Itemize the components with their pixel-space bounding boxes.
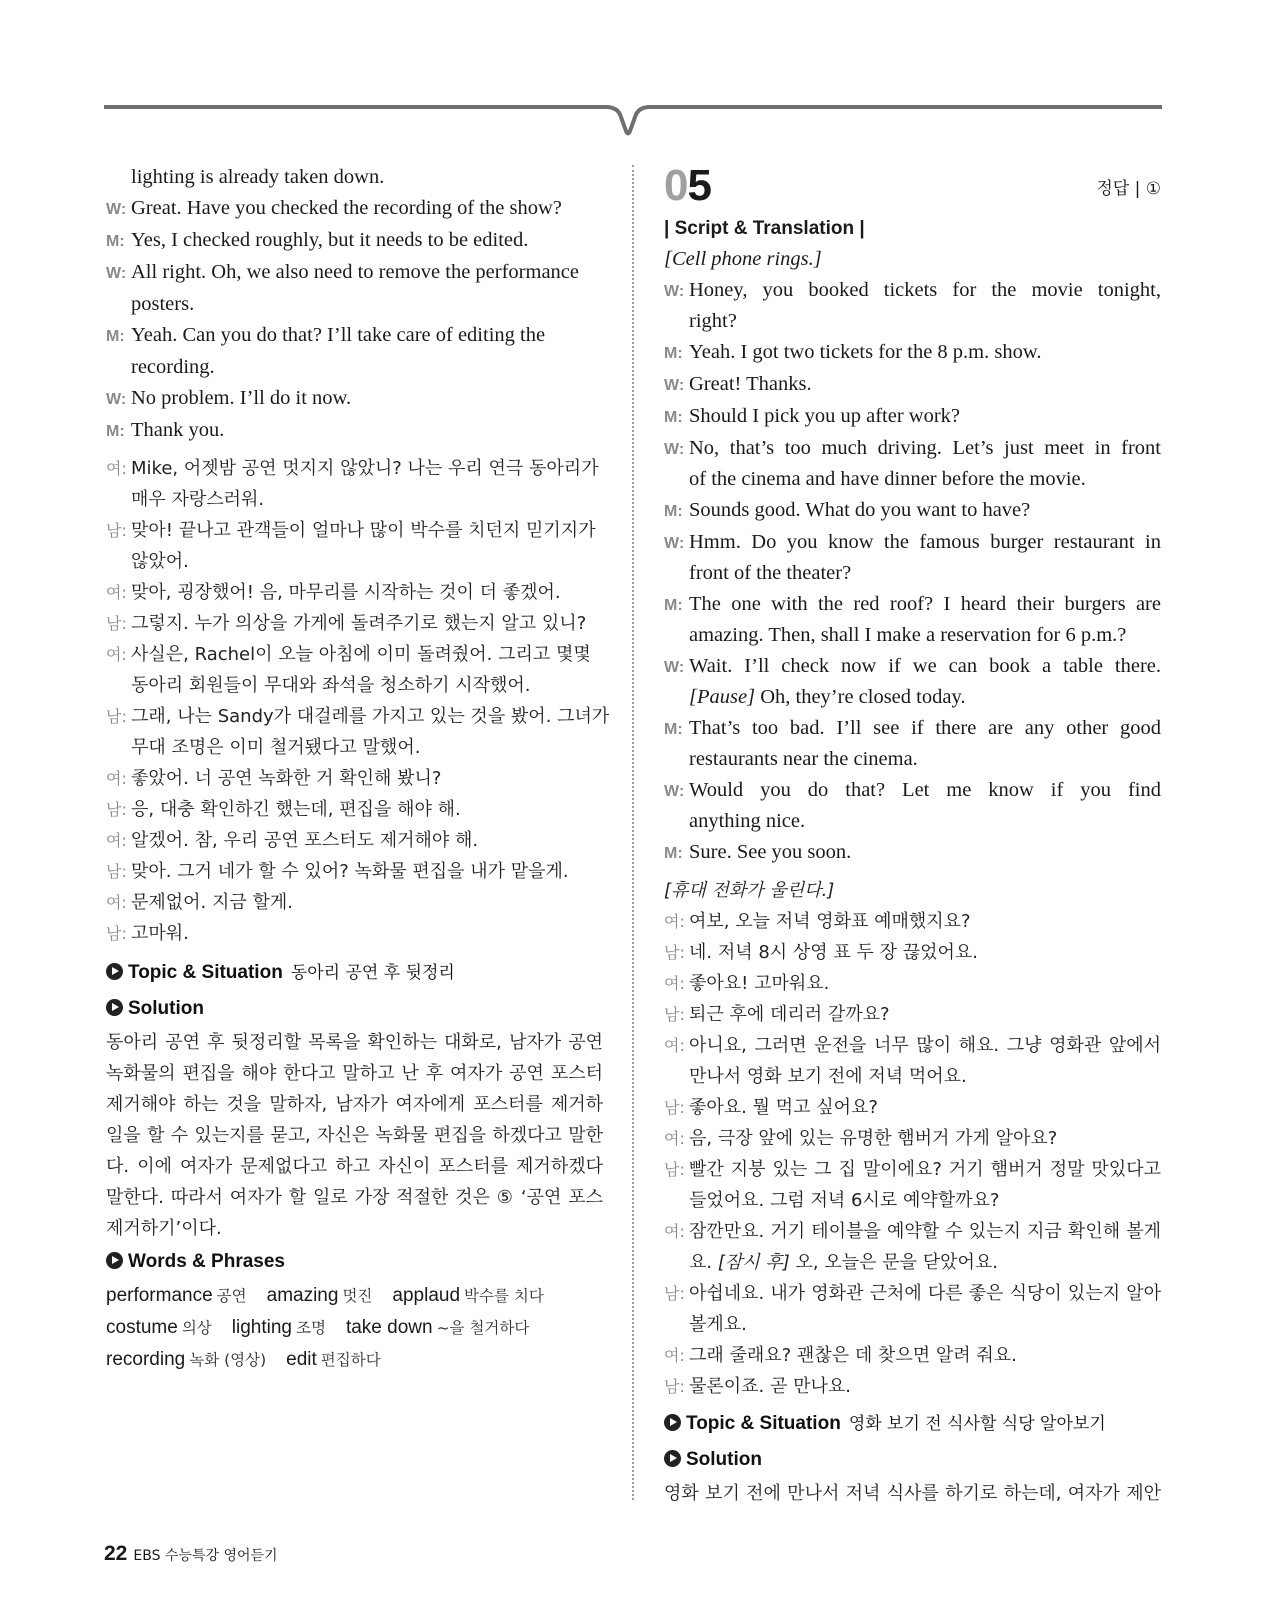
word-english: costume bbox=[106, 1317, 178, 1338]
left-column bbox=[106, 162, 610, 1376]
dialogue-text: Should I pick you up after work? bbox=[689, 405, 960, 427]
dialogue-text: 좋아요. 뭘 먹고 싶어요? bbox=[689, 1097, 878, 1118]
dialogue-line bbox=[664, 999, 1161, 1030]
dialogue-line bbox=[106, 352, 603, 383]
dialogue-line bbox=[106, 763, 603, 794]
word-korean: 편집하다 bbox=[320, 1351, 381, 1369]
word-english: amazing bbox=[266, 1285, 339, 1306]
dialogue-text: 문제없어. 지금 할게. bbox=[131, 892, 293, 913]
dialogue-line bbox=[106, 794, 603, 825]
solution-line: 제거해야 하는 것을 말하자, 남자가 여자에게 포스터를 제거하 bbox=[106, 1094, 603, 1115]
speaker-label: 여: bbox=[106, 893, 127, 912]
speaker-label: 여: bbox=[664, 1036, 685, 1055]
dialogue-text: 알겠어. 참, 우리 공연 포스터도 제거해야 해. bbox=[131, 830, 479, 851]
dialogue-line bbox=[664, 527, 1161, 558]
dialogue-line bbox=[106, 415, 603, 447]
speaker-label: W: bbox=[664, 659, 685, 676]
word-english: applaud bbox=[392, 1285, 461, 1306]
dialogue-text: 볼게요. bbox=[689, 1314, 747, 1335]
dialogue-text: Great. Have you checked the recording of the show? bbox=[131, 197, 562, 219]
dialogue-text: Hmm. Do you know the famous burger restaurant in bbox=[689, 531, 1161, 553]
word-english: recording bbox=[106, 1349, 186, 1370]
word-korean: 의상 bbox=[181, 1319, 212, 1337]
dialogue-line bbox=[106, 484, 603, 515]
dialogue-text: 고마워. bbox=[131, 923, 189, 944]
speaker-label: 여: bbox=[664, 1346, 685, 1365]
dialogue-line bbox=[106, 257, 603, 289]
speaker-label: W: bbox=[664, 535, 685, 552]
speaker-label: M: bbox=[664, 503, 683, 520]
dialogue-text: 퇴근 후에 데리러 갈까요? bbox=[689, 1004, 890, 1025]
dialogue-line bbox=[664, 620, 1161, 651]
dialogue-line bbox=[106, 320, 603, 352]
dialogue-line bbox=[664, 1061, 1161, 1092]
speaker-label: 여: bbox=[106, 459, 127, 478]
speaker-label: W: bbox=[664, 377, 685, 394]
dialogue-line bbox=[664, 433, 1161, 464]
dialogue-line bbox=[106, 577, 603, 608]
dialogue-text: anything nice. bbox=[689, 810, 806, 832]
dialogue-text: Yeah. Can you do that? I’ll take care of editing the bbox=[131, 324, 546, 346]
play-circle-icon bbox=[106, 999, 123, 1016]
solution-line: 말한다. 따라서 여자가 할 일로 가장 적절한 것은 ⑤ ‘공연 포스 bbox=[106, 1187, 603, 1208]
speaker-label: M: bbox=[106, 328, 125, 345]
right-dialogue bbox=[664, 275, 1161, 869]
dialogue-line bbox=[664, 937, 1161, 968]
dialogue-line bbox=[106, 515, 603, 546]
dialogue-line bbox=[664, 589, 1161, 620]
word-korean: 공연 bbox=[216, 1287, 247, 1305]
dialogue-text: Sounds good. What do you want to have? bbox=[689, 499, 1031, 521]
dialogue-text: All right. Oh, we also need to remove the performance bbox=[131, 261, 579, 283]
dialogue-text: 네. 저녁 8시 상영 표 두 장 끊었어요. bbox=[689, 942, 978, 963]
dialogue-line bbox=[664, 1154, 1161, 1185]
dialogue-line bbox=[664, 1216, 1161, 1247]
stage-direction: [Cell phone rings.] bbox=[664, 248, 822, 270]
speaker-label: W: bbox=[664, 783, 685, 800]
word-korean: 조명 bbox=[295, 1319, 326, 1337]
play-circle-icon bbox=[106, 1252, 123, 1269]
word-row bbox=[106, 1344, 603, 1376]
play-circle-icon bbox=[664, 1414, 681, 1431]
dialogue-line bbox=[664, 1123, 1161, 1154]
dialogue-line bbox=[664, 1247, 1161, 1278]
speaker-label: 남: bbox=[664, 1098, 685, 1117]
dialogue-line bbox=[106, 887, 603, 918]
dialogue-line bbox=[664, 713, 1161, 744]
dialogue-line bbox=[106, 225, 603, 257]
dialogue-line bbox=[106, 701, 610, 732]
page-footer bbox=[104, 1542, 278, 1566]
speaker-label: 남: bbox=[106, 614, 127, 633]
speaker-label: 여: bbox=[106, 645, 127, 664]
book-title: EBS 수능특강 영어듣기 bbox=[133, 1548, 278, 1564]
dialogue-text: amazing. Then, shall I make a reservation for 6 p.m.? bbox=[689, 624, 1127, 646]
dialogue-text: Great! Thanks. bbox=[689, 373, 812, 395]
dialogue-text: 아니요, 그러면 운전을 너무 많이 해요. 그냥 영화관 앞에서 bbox=[689, 1035, 1161, 1056]
dialogue-text: 그래 줄래요? 괜찮은 데 찾으면 알려 줘요. bbox=[689, 1345, 1017, 1366]
solution-line: 일을 할 수 있는지를 묻고, 자신은 녹화물 편집을 하겠다고 말한 bbox=[106, 1125, 603, 1146]
right-solution-text: 영화 보기 전에 만나서 저녁 식사를 하기로 하는데, 여자가 제안 bbox=[664, 1483, 1161, 1504]
dialogue-line bbox=[106, 856, 603, 887]
speaker-label: 여: bbox=[106, 769, 127, 788]
dialogue-text: 빨간 지붕 있는 그 집 말이에요? 거기 햄버거 정말 맛있다고 bbox=[689, 1159, 1161, 1180]
dialogue-line bbox=[664, 744, 1161, 775]
dialogue-text: 아쉽네요. 내가 영화관 근처에 다른 좋은 식당이 있는지 알아 bbox=[689, 1283, 1161, 1304]
word-korean: 멋진 bbox=[342, 1287, 373, 1305]
dialogue-text: 동아리 회원들이 무대와 좌석을 청소하기 시작했어. bbox=[131, 675, 531, 696]
dialogue-text: 오, 오늘은 문을 닫았어요. bbox=[789, 1252, 998, 1273]
word-korean: ~을 철거하다 bbox=[436, 1319, 530, 1337]
dialogue-line bbox=[664, 275, 1161, 306]
page-number: 22 bbox=[104, 1542, 128, 1565]
dialogue-line bbox=[106, 546, 603, 577]
word-korean: 녹화 (영상) bbox=[189, 1351, 267, 1369]
left-translation bbox=[106, 453, 610, 949]
solution-line: 녹화물의 편집을 해야 한다고 말하고 난 후 여자가 공연 포스터 bbox=[106, 1063, 603, 1084]
top-rule bbox=[0, 95, 1280, 145]
dialogue-line bbox=[106, 608, 603, 639]
dialogue-line bbox=[664, 558, 1161, 589]
speaker-label: M: bbox=[664, 721, 683, 738]
speaker-label: W: bbox=[106, 391, 127, 408]
stage-note: [잠시 후] bbox=[717, 1252, 790, 1273]
dialogue-text: 않았어. bbox=[131, 551, 189, 572]
speaker-label: W: bbox=[106, 201, 127, 218]
stage-direction-ko: [휴대 전화가 울린다.] bbox=[664, 880, 835, 901]
dialogue-line bbox=[664, 306, 1161, 337]
dialogue-text: Yeah. I got two tickets for the 8 p.m. show. bbox=[689, 341, 1042, 363]
speaker-label: M: bbox=[664, 845, 683, 862]
solution-heading-right: Solution bbox=[664, 1442, 1161, 1478]
dialogue-text: 요. bbox=[689, 1252, 718, 1273]
dialogue-text: No, that’s too much driving. Let’s just meet in front bbox=[689, 437, 1161, 459]
right-column bbox=[664, 162, 1161, 1509]
dialogue-line bbox=[664, 337, 1161, 369]
speaker-label: 여: bbox=[664, 1129, 685, 1148]
dialogue-line bbox=[106, 193, 603, 225]
solution-line: 제거하기’이다. bbox=[106, 1218, 222, 1239]
dialogue-line bbox=[664, 401, 1161, 433]
speaker-label: 여: bbox=[664, 1222, 685, 1241]
dialogue-text: 맞아, 굉장했어! 음, 마무리를 시작하는 것이 더 좋겠어. bbox=[131, 582, 561, 603]
word-english: performance bbox=[106, 1285, 213, 1306]
dialogue-line bbox=[106, 918, 603, 949]
play-circle-icon bbox=[106, 963, 123, 980]
dialogue-text: front of the theater? bbox=[689, 562, 852, 584]
right-translation bbox=[664, 906, 1161, 1402]
speaker-label: 남: bbox=[106, 800, 127, 819]
dialogue-line bbox=[664, 806, 1161, 837]
dialogue-line bbox=[664, 1092, 1161, 1123]
speaker-label: 남: bbox=[664, 1160, 685, 1179]
dialogue-line bbox=[664, 682, 1161, 713]
dialogue-text: 물론이죠. 곧 만나요. bbox=[689, 1376, 851, 1397]
dialogue-line bbox=[664, 495, 1161, 527]
dialogue-text: 좋아요! 고마워요. bbox=[689, 973, 830, 994]
dialogue-text: recording. bbox=[131, 356, 215, 378]
speaker-label: 남: bbox=[664, 1005, 685, 1024]
answer-label: 정답 | ① bbox=[1096, 179, 1161, 199]
word-korean: 박수를 치다 bbox=[464, 1287, 544, 1305]
word-english: lighting bbox=[231, 1317, 292, 1338]
dialogue-line bbox=[664, 1030, 1161, 1061]
word-row bbox=[106, 1312, 603, 1344]
dialogue-text: 매우 자랑스러워. bbox=[131, 489, 265, 510]
solution-heading-left: Solution bbox=[106, 991, 603, 1027]
word-english: take down bbox=[345, 1317, 433, 1338]
dialogue-text: 응, 대충 확인하긴 했는데, 편집을 해야 해. bbox=[131, 799, 461, 820]
word-english: edit bbox=[286, 1349, 317, 1370]
dialogue-text: posters. bbox=[131, 293, 195, 315]
dialogue-line bbox=[664, 369, 1161, 401]
speaker-label: 남: bbox=[106, 862, 127, 881]
solution-line: 다. 이에 여자가 문제없다고 하고 자신이 포스터를 제거하겠다 bbox=[106, 1156, 603, 1177]
play-circle-icon bbox=[664, 1450, 681, 1467]
dialogue-line bbox=[664, 1185, 1161, 1216]
dialogue-line bbox=[664, 1278, 1161, 1309]
dialogue-text: 맞아. 그거 네가 할 수 있어? 녹화물 편집을 내가 맡을게. bbox=[131, 861, 569, 882]
dialogue-text: Honey, you booked tickets for the movie tonight, bbox=[689, 279, 1161, 301]
dialogue-line bbox=[664, 1371, 1161, 1402]
dialogue-text: 들었어요. 그럼 저녁 6시로 예약할까요? bbox=[689, 1190, 1000, 1211]
script-translation-heading: | Script & Translation | bbox=[664, 218, 865, 239]
dialogue-line bbox=[106, 453, 603, 484]
dialogue-text: Thank you. bbox=[131, 419, 225, 441]
dialogue-text: 그래, 나는 Sandy가 대걸레를 가지고 있는 것을 봤어. 그녀가 bbox=[131, 706, 610, 727]
speaker-label: W: bbox=[664, 283, 685, 300]
column-divider bbox=[632, 165, 634, 1500]
dialogue-text: 좋았어. 너 공연 녹화한 거 확인해 봤니? bbox=[131, 768, 442, 789]
dialogue-line bbox=[664, 968, 1161, 999]
words-phrases-list bbox=[106, 1280, 603, 1376]
dialogue-line bbox=[664, 775, 1161, 806]
speaker-label: 여: bbox=[664, 974, 685, 993]
speaker-label: 여: bbox=[106, 831, 127, 850]
dialogue-text: of the cinema and have dinner before the movie. bbox=[689, 468, 1086, 490]
dialogue-text: That’s too bad. I’ll see if there are any other good bbox=[689, 717, 1161, 739]
stage-note: [Pause] bbox=[689, 686, 756, 708]
dialogue-line bbox=[664, 906, 1161, 937]
speaker-label: 여: bbox=[664, 912, 685, 931]
dialogue-line bbox=[664, 837, 1161, 869]
speaker-label: W: bbox=[664, 441, 685, 458]
speaker-label: M: bbox=[664, 409, 683, 426]
question-number: 05 bbox=[664, 161, 711, 210]
speaker-label: M: bbox=[664, 597, 683, 614]
dialogue-text: 만나서 영화 보기 전에 저녁 먹어요. bbox=[689, 1066, 967, 1087]
dialogue-text: 무대 조명은 이미 철거됐다고 말했어. bbox=[131, 737, 421, 758]
dialogue-text: Sure. See you soon. bbox=[689, 841, 852, 863]
dialogue-line bbox=[664, 1340, 1161, 1371]
speaker-label: 남: bbox=[664, 943, 685, 962]
dialogue-text: 그렇지. 누가 의상을 가게에 돌려주기로 했는지 알고 있니? bbox=[131, 613, 587, 634]
dialogue-text: 사실은, Rachel이 오늘 아침에 이미 돌려줬어. 그리고 몇몇 bbox=[131, 644, 591, 665]
left-dialogue bbox=[106, 162, 603, 447]
dialogue-line bbox=[106, 639, 603, 670]
dialogue-line bbox=[106, 670, 603, 701]
dialogue-text: Oh, they’re closed today. bbox=[755, 686, 966, 708]
dialogue-text: restaurants near the cinema. bbox=[689, 748, 918, 770]
speaker-label: M: bbox=[106, 233, 125, 250]
dialogue-line bbox=[664, 651, 1161, 682]
speaker-label: M: bbox=[664, 345, 683, 362]
solution-line: 동아리 공연 후 뒷정리할 목록을 확인하는 대화로, 남자가 공연 bbox=[106, 1032, 603, 1053]
dialogue-text: No problem. I’ll do it now. bbox=[131, 387, 352, 409]
dialogue-text: The one with the red roof? I heard their burgers are bbox=[689, 593, 1161, 615]
dialogue-text: 잠깐만요. 거기 테이블을 예약할 수 있는지 지금 확인해 볼게 bbox=[689, 1221, 1161, 1242]
speaker-label: W: bbox=[106, 265, 127, 282]
dialogue-text: Wait. I’ll check now if we can book a table there. bbox=[689, 655, 1161, 677]
dialogue-text: Mike, 어젯밤 공연 멋지지 않았니? 나는 우리 연극 동아리가 bbox=[131, 458, 599, 479]
dialogue-text: Would you do that? Let me know if you find bbox=[689, 779, 1161, 801]
speaker-label: 여: bbox=[106, 583, 127, 602]
dialogue-line bbox=[106, 825, 603, 856]
speaker-label: 남: bbox=[106, 707, 127, 726]
dialogue-line bbox=[664, 464, 1161, 495]
speaker-label: M: bbox=[106, 423, 125, 440]
speaker-label: 남: bbox=[106, 924, 127, 943]
dialogue-text: 맞아! 끝나고 관객들이 얼마나 많이 박수를 치던지 믿기지가 bbox=[131, 520, 596, 541]
words-phrases-heading: Words & Phrases bbox=[106, 1244, 603, 1280]
speaker-label: 남: bbox=[664, 1377, 685, 1396]
dialogue-text: 음, 극장 앞에 있는 유명한 햄버거 가게 알아요? bbox=[689, 1128, 1058, 1149]
dialogue-text: Yes, I checked roughly, but it needs to be edited. bbox=[131, 229, 529, 251]
dialogue-text: right? bbox=[689, 310, 737, 332]
dialogue-text: lighting is already taken down. bbox=[131, 166, 385, 188]
dialogue-line bbox=[106, 162, 603, 193]
left-solution-text bbox=[106, 1027, 603, 1244]
dialogue-line bbox=[106, 383, 603, 415]
dialogue-line bbox=[106, 289, 603, 320]
topic-situation-right: Topic & Situation 영화 보기 전 식사할 식당 알아보기 bbox=[664, 1406, 1161, 1442]
speaker-label: 남: bbox=[106, 521, 127, 540]
speaker-label: 남: bbox=[664, 1284, 685, 1303]
word-row bbox=[106, 1280, 603, 1312]
dialogue-line bbox=[664, 1309, 1161, 1340]
question-header bbox=[664, 162, 1161, 214]
topic-situation-left: Topic & Situation 동아리 공연 후 뒷정리 bbox=[106, 955, 603, 991]
dialogue-line bbox=[106, 732, 603, 763]
dialogue-text: 여보, 오늘 저녁 영화표 예매했지요? bbox=[689, 911, 971, 932]
